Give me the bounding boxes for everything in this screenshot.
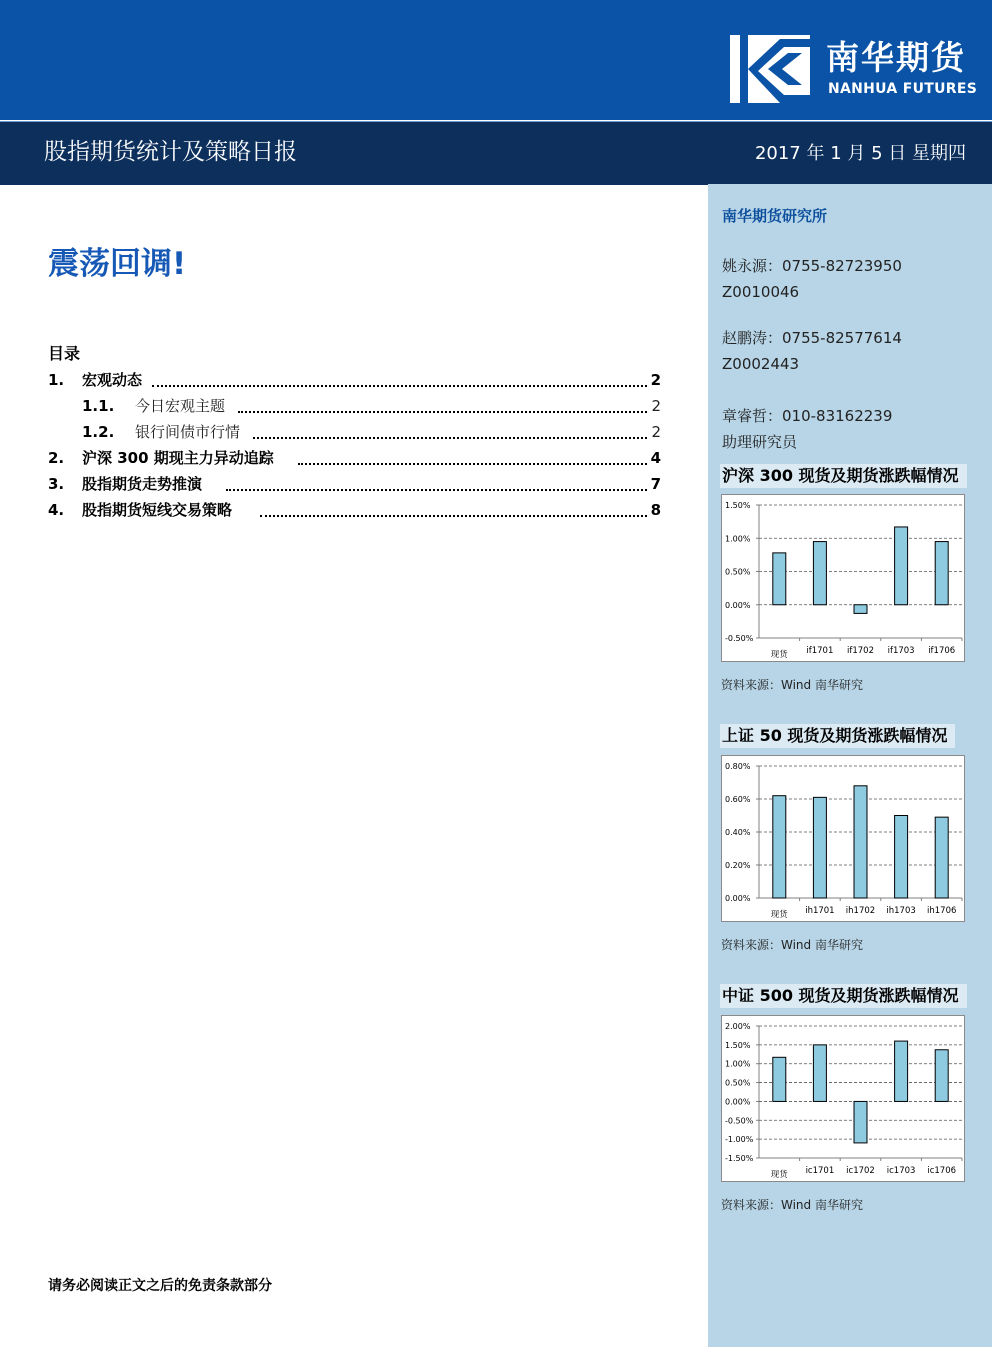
brand-name-cn: 南华期货 — [826, 38, 966, 77]
x-tick-label: if1701 — [806, 646, 834, 656]
bar-if1702 — [854, 605, 867, 614]
bar-ic1702 — [854, 1101, 867, 1142]
toc-item[interactable] — [48, 421, 661, 443]
y-tick-label: -1.50% — [725, 1154, 754, 1163]
analyst-3-role: 助理研究员 — [722, 433, 798, 451]
x-tick-label: ih1703 — [886, 906, 916, 916]
toc-item[interactable] — [48, 473, 661, 495]
toc-item-page: 2 — [651, 423, 661, 441]
x-tick-label: 现货 — [770, 910, 788, 920]
y-tick-label: 1.00% — [725, 534, 751, 544]
toc-item-page: 8 — [650, 501, 661, 519]
bar-ih1706 — [935, 817, 948, 898]
toc-heading: 目录 — [48, 344, 81, 363]
chart-source-hs300: 资料来源：Wind 南华研究 — [721, 678, 863, 692]
toc-item[interactable] — [48, 447, 661, 469]
analyst-1-license: Z0010046 — [722, 283, 800, 301]
analyst-3-contact: 章睿哲：010-83162239 — [722, 407, 893, 425]
toc-item[interactable] — [48, 369, 661, 391]
toc-item-label: 宏观动态 — [82, 371, 143, 389]
bar-现货 — [773, 796, 786, 898]
analyst-2-license: Z0002443 — [722, 355, 800, 373]
x-tick-label: 现货 — [770, 650, 788, 660]
toc-item-page: 2 — [650, 371, 661, 389]
analyst-1-contact: 姚永源：0755-82723950 — [722, 257, 902, 275]
nanhua-logo-icon — [728, 33, 814, 105]
chart-title-hs300: 沪深 300 现货及期货涨跌幅情况 — [720, 464, 967, 488]
x-tick-label: ic1706 — [927, 1166, 957, 1176]
chart-title-zz500: 中证 500 现货及期货涨跌幅情况 — [720, 984, 967, 1008]
toc-leader-dots — [253, 437, 647, 439]
institute-name: 南华期货研究所 — [722, 207, 828, 225]
bar-ih1703 — [895, 816, 908, 899]
toc-item-label: 股指期货短线交易策略 — [82, 501, 233, 519]
y-tick-label: 0.00% — [725, 600, 751, 610]
y-tick-label: 0.50% — [725, 1078, 751, 1088]
toc-item-number: 3. — [48, 475, 65, 493]
brand-name-en: NANHUA FUTURES — [828, 81, 978, 97]
chart-hs300 — [721, 494, 965, 662]
y-tick-label: 1.50% — [725, 1040, 751, 1050]
bar-ic1703 — [895, 1041, 908, 1101]
x-tick-label: ic1703 — [886, 1166, 916, 1176]
chart-zz500 — [721, 1015, 965, 1182]
toc-item-page: 2 — [651, 397, 661, 415]
toc-item[interactable] — [48, 499, 661, 521]
y-tick-label: 1.00% — [725, 1059, 751, 1069]
y-tick-label: -0.50% — [725, 634, 754, 643]
bar-if1703 — [895, 527, 908, 605]
x-tick-label: if1706 — [928, 646, 956, 656]
y-tick-label: -0.50% — [725, 1116, 754, 1126]
toc-item-number: 1.2. — [82, 423, 115, 441]
chart-title-sz50: 上证 50 现货及期货涨跌幅情况 — [720, 724, 955, 748]
chart-zz500-svg — [722, 1016, 964, 1181]
report-title: 股指期货统计及策略日报 — [44, 139, 297, 165]
x-tick-label: ih1706 — [927, 906, 957, 916]
chart-sz50 — [721, 755, 965, 922]
bar-现货 — [773, 1057, 786, 1101]
toc-leader-dots — [226, 489, 647, 491]
x-tick-label: ic1701 — [805, 1166, 835, 1176]
y-tick-label: 0.00% — [725, 1097, 751, 1107]
bar-ic1701 — [813, 1045, 826, 1102]
x-tick-label: 现货 — [770, 1170, 788, 1180]
chart-source-sz50: 资料来源：Wind 南华研究 — [721, 938, 863, 952]
x-tick-label: ih1701 — [805, 906, 835, 916]
bar-if1706 — [935, 542, 948, 605]
bar-ic1706 — [935, 1050, 948, 1102]
x-tick-label: if1703 — [887, 646, 915, 656]
bar-ih1702 — [854, 786, 867, 898]
toc-item-number: 1. — [48, 371, 65, 389]
toc-item-label: 银行间债市行情 — [135, 423, 241, 441]
analyst-2-contact: 赵鹏涛：0755-82577614 — [722, 329, 902, 347]
y-tick-label: 0.00% — [725, 894, 751, 903]
toc-item-number: 4. — [48, 501, 65, 519]
chart-source-zz500: 资料来源：Wind 南华研究 — [721, 1198, 863, 1212]
y-tick-label: 0.20% — [725, 861, 751, 870]
toc-item-label: 沪深 300 期现主力异动追踪 — [82, 449, 274, 467]
x-tick-label: ih1702 — [845, 906, 876, 916]
y-tick-label: 2.00% — [725, 1022, 751, 1031]
x-tick-label: if1702 — [847, 646, 874, 656]
toc-item-number: 2. — [48, 449, 65, 467]
y-tick-label: 0.60% — [725, 795, 751, 804]
bar-if1701 — [813, 542, 826, 605]
x-tick-label: ic1702 — [846, 1166, 875, 1176]
toc-item-page: 4 — [650, 449, 661, 467]
bar-现货 — [773, 553, 786, 605]
y-tick-label: 0.80% — [725, 762, 751, 771]
y-tick-label: 0.50% — [725, 567, 751, 577]
y-tick-label: -1.00% — [725, 1135, 754, 1145]
toc-item[interactable] — [48, 395, 661, 417]
toc-item-label: 今日宏观主题 — [135, 397, 226, 415]
chart-sz50-svg — [722, 756, 964, 921]
toc-leader-dots — [152, 385, 647, 387]
bar-ih1701 — [813, 797, 826, 898]
toc-item-label: 股指期货走势推演 — [82, 475, 203, 493]
toc-item-page: 7 — [650, 475, 661, 493]
y-tick-label: 1.50% — [725, 501, 751, 510]
report-date: 2017 年 1 月 5 日 星期四 — [754, 143, 966, 164]
toc-leader-dots — [238, 411, 647, 413]
headline: 震荡回调! — [48, 246, 187, 282]
disclaimer-note: 请务必阅读正文之后的免责条款部分 — [48, 1278, 272, 1294]
y-tick-label: 0.40% — [725, 828, 751, 837]
toc-item-number: 1.1. — [82, 397, 115, 415]
toc-leader-dots — [298, 463, 647, 465]
toc-leader-dots — [260, 515, 647, 517]
chart-hs300-svg — [722, 495, 964, 661]
